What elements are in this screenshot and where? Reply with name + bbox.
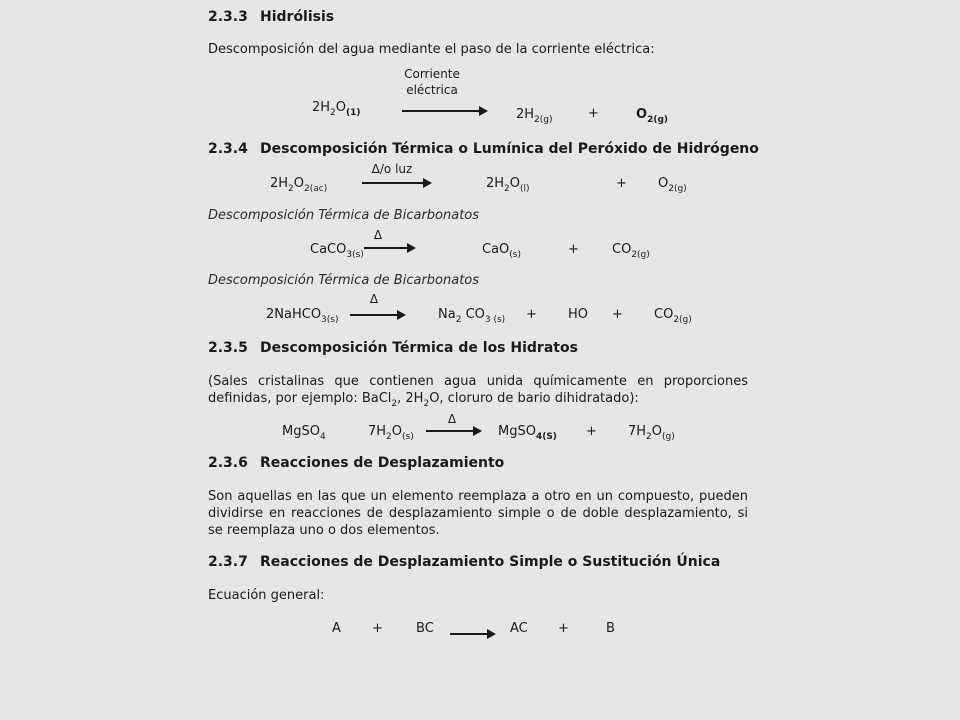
reactant-sodium-bicarbonate: 2NaHCO$_{3(s)}$ [266,307,339,325]
product-magnesium-sulfate: MgSO$_{4(S)}$ [498,424,557,442]
plus-sign: + [372,621,383,636]
reaction-arrow [362,182,430,184]
section-heading-2-3-3: 2.3.3 Hidrólisis [208,9,335,25]
reaction-arrow [364,247,414,249]
subsection-title-bicarbonatos: Descomposición Térmica de Bicarbonatos [208,208,480,223]
product-oxygen: $O_{2(g)}$ [636,107,668,125]
section-heading-2-3-6: 2.3.6 Reacciones de Desplazamiento [208,455,505,471]
section-heading-2-3-5: 2.3.5 Descomposición Térmica de los Hidratos [208,340,578,356]
plus-sign: + [586,424,597,439]
reaction-arrow [350,314,404,316]
plus-sign: + [526,307,537,322]
plus-sign: + [588,106,599,121]
arrow-label-delta: Δ [447,412,457,426]
product-water: $7H_2O_{(g)}$ [628,424,675,442]
product-water: $2H_2O_{(l)}$ [486,176,530,194]
arrow-label-luz: Δ/o luz [371,162,413,176]
reactant-water: $7H_2O_{(s)}$ [368,424,414,442]
hidratos-description: (Sales cristalinas que contienen agua unida químicamente en proporciones definidas, por ejemplo: BaCl$_2$, $2H_2O$, cloruro de bario dihidratado): [208,374,748,409]
subsection-title-bicarbonatos: Descomposición Térmica de Bicarbonatos [208,273,480,288]
product-water: HO [568,307,589,322]
ecuacion-general-label: Ecuación general: [208,588,325,603]
plus-sign: + [612,307,623,322]
arrow-label-corriente: Corriente eléctrica [404,67,460,97]
product-oxygen: $O_{2(g)}$ [658,176,687,194]
plus-sign: + [616,176,627,191]
reactant-magnesium-sulfate: MgSO$_4$ [282,424,326,442]
product-sodium-carbonate: $Na_2$ $CO_{3 (s)}$ [438,307,506,325]
term-a: A [332,621,341,636]
arrow-label-delta: Δ [369,292,379,306]
term-bc: BC [416,621,434,636]
reactant-calcium-carbonate: CaCO$_{3(s)}$ [310,242,364,260]
term-b: B [606,621,615,636]
reaction-arrow [402,110,486,112]
section-heading-2-3-4: 2.3.4 Descomposición Térmica o Lumínica del Peróxido de Hidrógeno [208,141,759,157]
arrow-label-delta: Δ [373,228,383,242]
hidrolisis-description: Descomposición del agua mediante el paso de la corriente eléctrica: [208,42,655,57]
section-heading-2-3-7: 2.3.7 Reacciones de Desplazamiento Simple o Sustitución Única [208,554,721,570]
plus-sign: + [568,242,579,257]
product-hydrogen: $2H_{2(g)}$ [516,107,553,125]
reactant-water: $2H_2O_{(1)}$ [312,100,361,118]
reactant-peroxide: $2H_2O_{2(ac)}$ [270,176,328,194]
product-carbon-dioxide: $CO_{2(g)}$ [654,307,692,325]
desplazamiento-description: Son aquellas en las que un elemento reemplaza a otro en un compuesto, pueden dividirse en reacciones de desplazamiento simple o de doble desplazamiento, si se reemplaza uno o dos elementos. [208,489,748,538]
product-carbon-dioxide: $CO_{2(g)}$ [612,242,650,260]
reaction-arrow [450,633,494,635]
plus-sign: + [558,621,569,636]
product-calcium-oxide: CaO$_{(s)}$ [482,242,521,260]
reaction-arrow [426,430,480,432]
term-ac: AC [510,621,528,636]
